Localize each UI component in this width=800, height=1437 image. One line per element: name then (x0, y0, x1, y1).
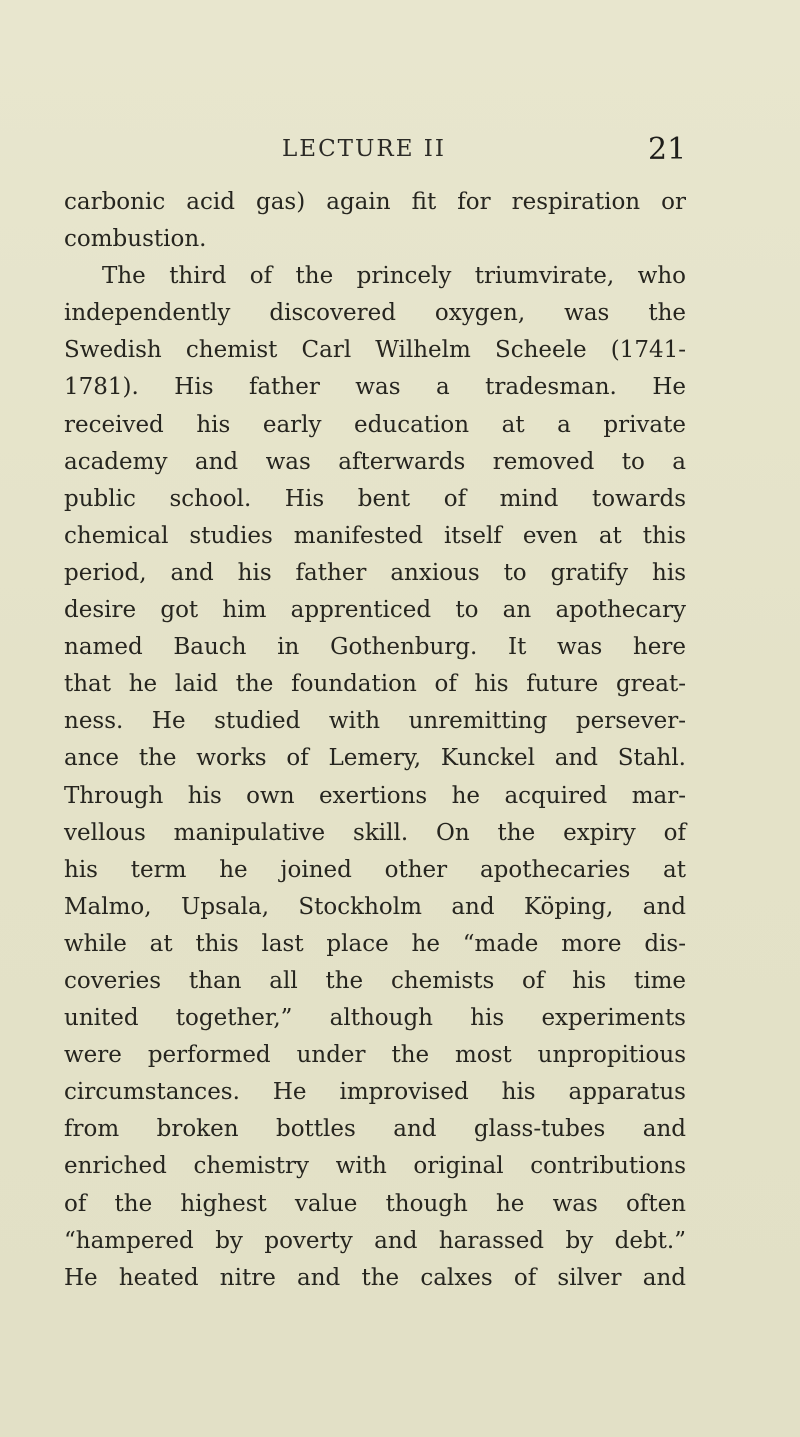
text-line: independently discovered oxygen, was the (64, 300, 686, 327)
text-line: 1781). His father was a tradesman. He (64, 374, 686, 401)
text-line: ance the works of Lemery, Kunckel and Stahl. (64, 745, 686, 772)
text-line: from broken bottles and glass-tubes and (64, 1116, 686, 1143)
page-number: 21 (648, 132, 687, 167)
text-line: named Bauch in Gothenburg. It was here (64, 634, 686, 661)
text-line: were performed under the most unpropitious (64, 1042, 686, 1069)
text-line: his term he joined other apothecaries at (64, 856, 686, 883)
text-line: carbonic acid gas) again fit for respiration or (64, 189, 686, 215)
text-line: public school. His bent of mind towards (64, 485, 686, 512)
text-line: desire got him apprenticed to an apothecary (64, 597, 686, 624)
running-head: LECTURE II (282, 136, 446, 162)
text-line: Through his own exertions he acquired mar- (64, 782, 686, 809)
text-line: united together,” although his experiments (64, 1005, 686, 1032)
text-line: period, and his father anxious to gratify his (64, 559, 686, 586)
text-line: ness. He studied with unremitting persever- (64, 708, 686, 735)
text-line: Swedish chemist Carl Wilhelm Scheele (1741- (64, 337, 686, 364)
page-header (0, 132, 800, 176)
text-line: Malmo, Upsala, Stockholm and Köping, and (64, 893, 686, 920)
text-line: vellous manipulative skill. On the expiry of (64, 819, 686, 846)
text-line: He heated nitre and the calxes of silver and (64, 1264, 686, 1291)
text-line: that he laid the foundation of his future great- (64, 671, 686, 698)
text-line: academy and was afterwards removed to a (64, 448, 686, 475)
text-line: of the highest value though he was often (64, 1190, 686, 1217)
text-line: circumstances. He improvised his apparatus (64, 1079, 686, 1106)
text-line: “hampered by poverty and harassed by debt.” (64, 1227, 686, 1254)
text-line: while at this last place he “made more dis- (64, 930, 686, 957)
text-line: combustion. (64, 226, 207, 253)
text-line: coveries than all the chemists of his time (64, 967, 686, 994)
text-line: received his early education at a private (64, 411, 686, 438)
text-line: enriched chemistry with original contributions (64, 1153, 686, 1180)
text-line: chemical studies manifested itself even at this (64, 522, 686, 549)
text-line: The third of the princely triumvirate, who (102, 263, 686, 290)
body-text (64, 184, 686, 1297)
